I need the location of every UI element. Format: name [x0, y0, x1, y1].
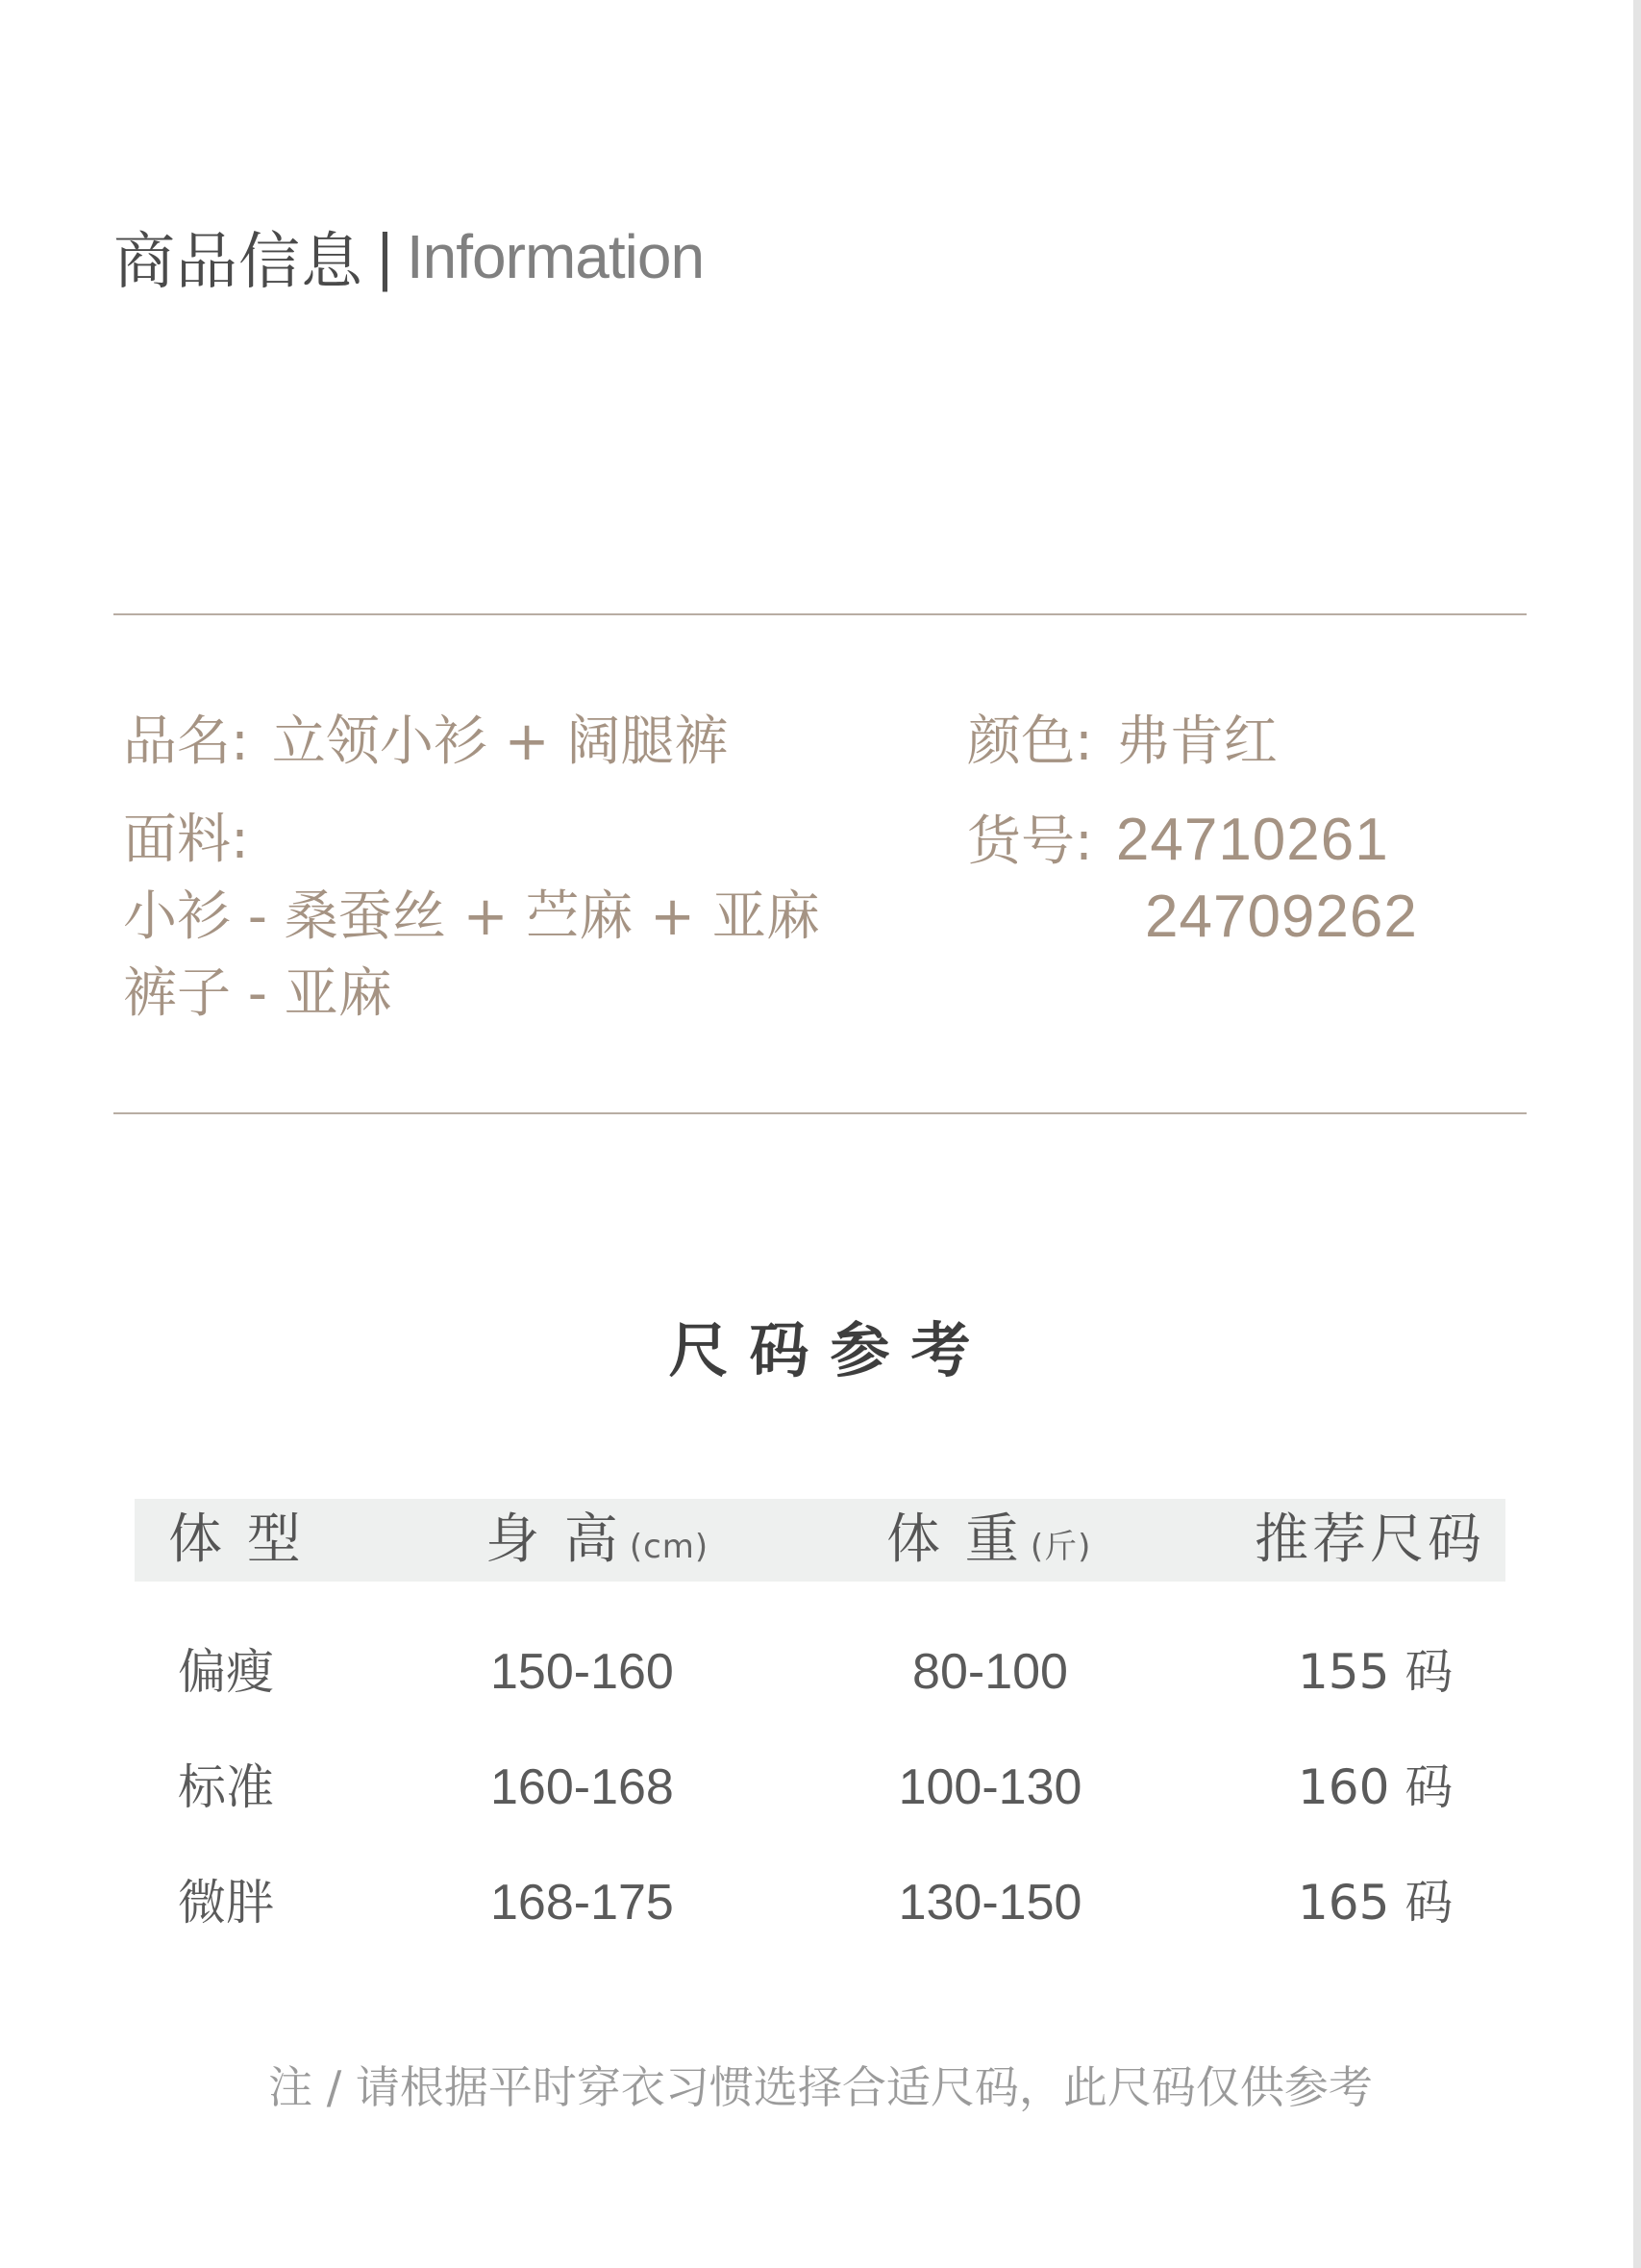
divider-bottom — [113, 1112, 1527, 1114]
row-1-size: 155 码 — [1298, 1644, 1454, 1700]
header-weight-unit: (斤) — [1030, 1528, 1092, 1566]
product-info-right — [967, 704, 1418, 956]
header-body-type: 体 型 — [168, 1508, 305, 1571]
size-note: 注 / 请根据平时穿衣习惯选择合适尺码，此尺码仅供参考 — [268, 2061, 1373, 2113]
header-weight: 体 重 (斤) — [886, 1508, 1092, 1571]
row-1-height: 150-160 — [490, 1644, 674, 1700]
product-name-value: 立领小衫 + 阔腿裤 — [271, 710, 729, 773]
title-en: Information — [406, 222, 705, 291]
product-name-line — [123, 704, 820, 781]
title-separator: | — [375, 221, 395, 292]
row-1-weight: 80-100 — [912, 1644, 1068, 1700]
row-3-height: 168-175 — [490, 1875, 674, 1931]
sku-value-1: 24710261 — [1115, 807, 1389, 873]
product-info-left — [123, 704, 820, 1033]
sku-line — [967, 802, 1418, 879]
sku-line-2 — [967, 879, 1418, 956]
fabric-line-pants: 裤子 - 亚麻 — [123, 962, 392, 1025]
page-title — [113, 213, 704, 300]
color-label: 颜色: — [967, 710, 1093, 773]
row-2-type: 标准 — [178, 1759, 274, 1815]
product-name-label: 品名: — [123, 710, 249, 773]
page-edge — [1633, 0, 1641, 2268]
title-zh: 商品信息 — [113, 227, 363, 298]
header-recommended-size: 推荐尺码 — [1255, 1508, 1485, 1571]
header-height-unit: (cm) — [629, 1528, 709, 1566]
header-height: 身 高 (cm) — [485, 1508, 709, 1571]
size-chart-title: 尺码参考 — [668, 1315, 992, 1385]
color-line — [967, 704, 1418, 781]
row-1-type: 偏瘦 — [178, 1644, 274, 1700]
sku-value-2: 24709262 — [1145, 884, 1418, 950]
row-3-weight: 130-150 — [898, 1875, 1082, 1931]
color-value: 弗肯红 — [1115, 710, 1278, 773]
sku-label: 货号: — [967, 810, 1093, 873]
row-2-height: 160-168 — [490, 1759, 674, 1815]
row-2-size: 160 码 — [1298, 1759, 1454, 1815]
divider-top — [113, 613, 1527, 615]
fabric-label: 面料: — [123, 809, 249, 871]
row-3-type: 微胖 — [178, 1875, 274, 1931]
row-2-weight: 100-130 — [898, 1759, 1082, 1815]
fabric-line-top: 小衫 - 桑蚕丝 + 苎麻 + 亚麻 — [123, 885, 820, 948]
row-3-size: 165 码 — [1298, 1875, 1454, 1931]
